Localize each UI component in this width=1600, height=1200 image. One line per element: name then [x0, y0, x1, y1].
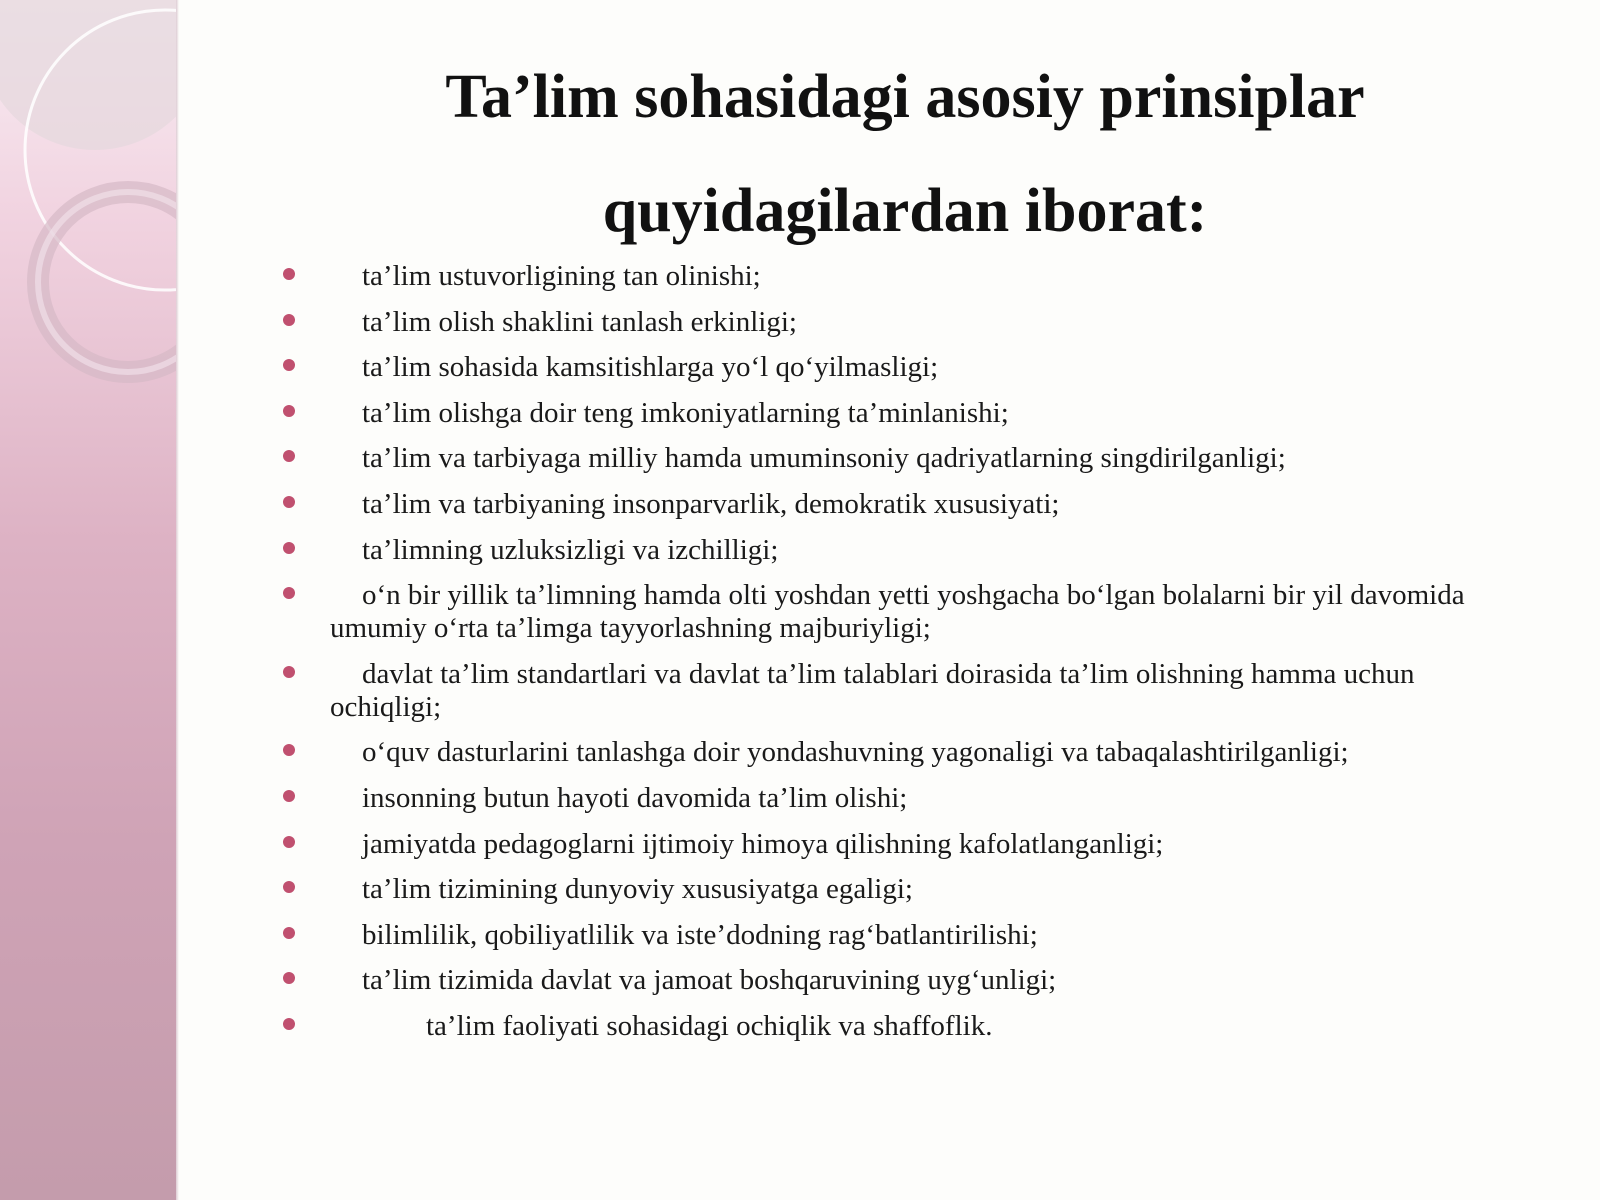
principles-list — [280, 260, 1520, 1056]
slide-title-line-2: quyidagilardan iborat: — [602, 177, 1208, 245]
list-item — [280, 260, 1520, 293]
list-item — [280, 488, 1520, 521]
bullet-dot-icon — [283, 836, 295, 848]
list-item — [280, 828, 1520, 861]
list-item — [280, 351, 1520, 384]
slide-title-line-1: Ta’lim sohasidagi asosiy prinsiplar — [445, 63, 1365, 131]
bullet-dot-icon — [283, 666, 295, 678]
list-item-text: ta’lim va tarbiyaga milliy hamda umuminsoniy qadriyatlarning singdirilganligi; — [362, 442, 1286, 475]
list-item-text: insonning butun hayoti davomida ta’lim olishi; — [362, 781, 908, 814]
side-panel-edge — [176, 0, 179, 1200]
bullet-dot-icon — [283, 1018, 295, 1030]
list-item — [280, 964, 1520, 997]
bullet-dot-icon — [283, 790, 295, 802]
slide-title — [330, 40, 1480, 268]
list-item-text: ta’lim tizimining dunyoviy xususiyatga egaligi; — [362, 873, 913, 906]
bullet-dot-icon — [283, 450, 295, 462]
list-item-text: ta’lim tizimida davlat va jamoat boshqaruvining uyg‘unligi; — [362, 964, 1057, 997]
bullet-dot-icon — [283, 359, 295, 371]
bullet-dot-icon — [283, 314, 295, 326]
list-item — [280, 579, 1520, 645]
list-item — [280, 1010, 1520, 1043]
list-item-text: davlat ta’lim standartlari va davlat ta’lim talablari doirasida ta’lim olishning hamma uchun ochiqligi; — [330, 657, 1415, 723]
list-item-text: ta’lim olishga doir teng imkoniyatlarning ta’minlanishi; — [362, 396, 1009, 429]
list-item — [280, 658, 1520, 724]
list-item-text: o‘n bir yillik ta’limning hamda olti yoshdan yetti yoshgacha bo‘lgan bolalarni bir yil davomida umumiy o‘rta ta’limga tayyorlashning majburiyligi; — [330, 579, 1465, 645]
list-item-text: bilimlilik, qobiliyatlilik va iste’dodning rag‘batlantirilishi; — [362, 918, 1038, 951]
list-item-text: ta’lim va tarbiyaning insonparvarlik, demokratik xususiyati; — [362, 487, 1060, 520]
list-item — [280, 919, 1520, 952]
list-item — [280, 736, 1520, 769]
list-item — [280, 534, 1520, 567]
bullet-dot-icon — [283, 542, 295, 554]
list-item-text: jamiyatda pedagoglarni ijtimoiy himoya qilishning kafolatlanganligi; — [362, 827, 1164, 860]
bullet-dot-icon — [283, 927, 295, 939]
bullet-dot-icon — [283, 881, 295, 893]
list-item — [280, 306, 1520, 339]
bullet-dot-icon — [283, 496, 295, 508]
list-item — [280, 782, 1520, 815]
list-item-text: ta’limning uzluksizligi va izchilligi; — [362, 533, 779, 566]
list-item-text: o‘quv dasturlarini tanlashga doir yondashuvning yagonaligi va tabaqalashtirilganligi; — [362, 736, 1349, 769]
decorative-side-panel — [0, 0, 176, 1200]
decorative-rings-icon — [0, 0, 176, 1200]
list-item-text: ta’lim sohasida kamsitishlarga yo‘l qo‘yilmasligi; — [362, 351, 939, 384]
list-item — [280, 442, 1520, 475]
list-item — [280, 397, 1520, 430]
list-item-text: ta’lim faoliyati sohasidagi ochiqlik va shaffoflik. — [426, 1009, 993, 1042]
bullet-dot-icon — [283, 405, 295, 417]
list-item — [280, 873, 1520, 906]
list-item-text: ta’lim ustuvorligining tan olinishi; — [362, 260, 761, 292]
bullet-dot-icon — [283, 744, 295, 756]
bullet-dot-icon — [283, 972, 295, 984]
bullet-dot-icon — [283, 268, 295, 280]
bullet-dot-icon — [283, 587, 295, 599]
list-item-text: ta’lim olish shaklini tanlash erkinligi; — [362, 305, 797, 338]
